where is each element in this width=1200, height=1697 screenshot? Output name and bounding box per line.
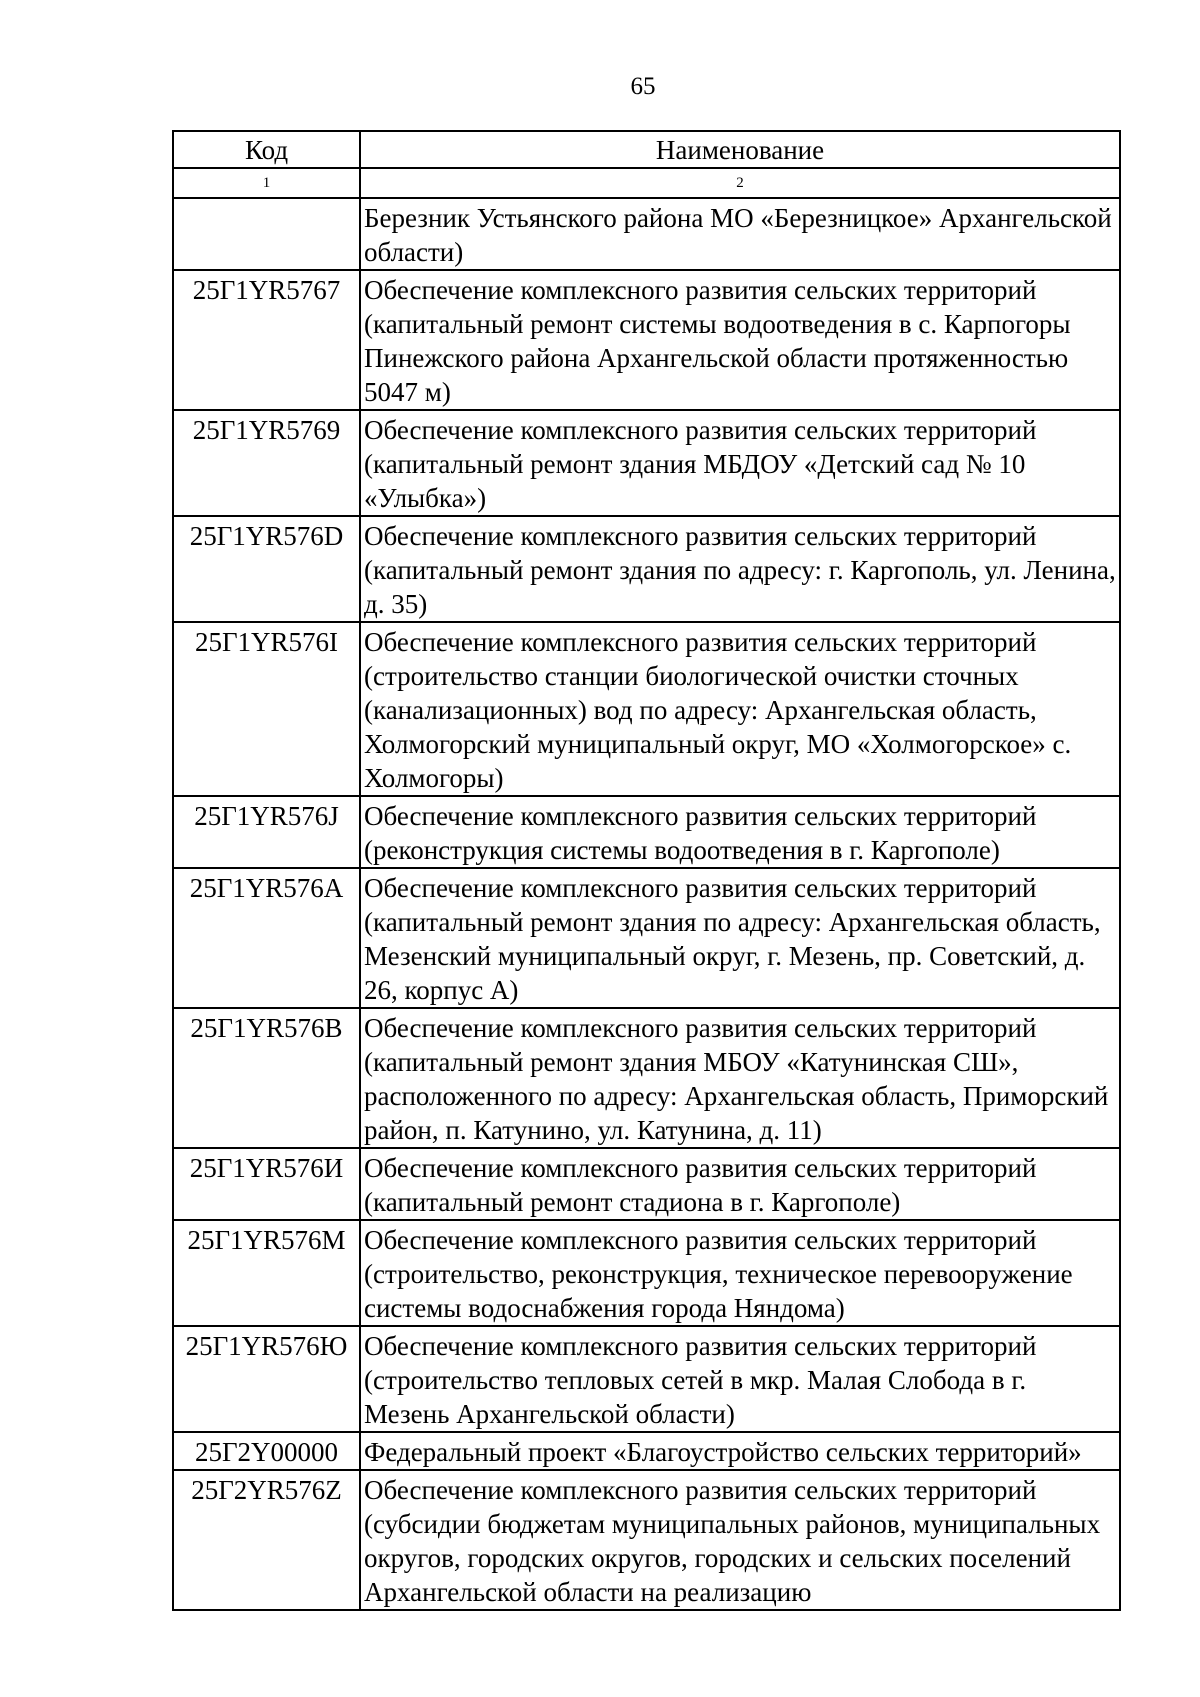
page-number: 65 <box>630 73 656 100</box>
table-row <box>173 868 1120 1008</box>
row-name: Обеспечение комплексного развития сельских территорий (субсидии бюджетам муниципальных районов, муниципальных округов, городских округов, городских и сельских поселений Архангельской области на реализацию <box>360 1470 1120 1610</box>
row-code: 25Г1YR576J <box>173 796 360 868</box>
row-name: Обеспечение комплексного развития сельских территорий (капитальный ремонт здания по адресу: г. Каргополь, ул. Ленина, д. 35) <box>360 516 1120 622</box>
row-code: 25Г2Y00000 <box>173 1432 360 1470</box>
budget-code-table <box>172 130 1121 1611</box>
header-name: Наименование <box>360 131 1120 168</box>
column-number-name: 2 <box>360 168 1120 198</box>
table-row <box>173 796 1120 868</box>
row-code: 25Г1YR5769 <box>173 410 360 516</box>
row-code: 25Г1YR576D <box>173 516 360 622</box>
row-name: Федеральный проект «Благоустройство сельских территорий» <box>360 1432 1120 1470</box>
table-row <box>173 1008 1120 1148</box>
row-code: 25Г2YR576Z <box>173 1470 360 1610</box>
row-name: Обеспечение комплексного развития сельских территорий (строительство, реконструкция, техническое перевооружение системы водоснабжения города Няндома) <box>360 1220 1120 1326</box>
row-code: 25Г1YR576I <box>173 622 360 796</box>
row-code: 25Г1YR576Ю <box>173 1326 360 1432</box>
row-name: Обеспечение комплексного развития сельских территорий (капитальный ремонт системы водоотведения в с. Карпогоры Пинежского района Архангельской области протяженностью 5047 м) <box>360 270 1120 410</box>
table-row <box>173 1432 1120 1470</box>
table-row <box>173 198 1120 270</box>
column-number-code: 1 <box>173 168 360 198</box>
row-code: 25Г1YR5767 <box>173 270 360 410</box>
table-row <box>173 1470 1120 1610</box>
table-header-row <box>173 131 1120 168</box>
row-code: 25Г1YR576A <box>173 868 360 1008</box>
table-row <box>173 1220 1120 1326</box>
table-row <box>173 516 1120 622</box>
row-code: 25Г1YR576И <box>173 1148 360 1220</box>
table-row <box>173 270 1120 410</box>
table-row <box>173 410 1120 516</box>
row-code: 25Г1YR576M <box>173 1220 360 1326</box>
table-row <box>173 622 1120 796</box>
table-row <box>173 1148 1120 1220</box>
row-name: Обеспечение комплексного развития сельских территорий (строительство станции биологической очистки сточных (канализационных) вод по адресу: Архангельская область, Холмогорский муниципальный округ, МО «Холмогорское» с. Холмогоры) <box>360 622 1120 796</box>
row-name: Обеспечение комплексного развития сельских территорий (капитальный ремонт здания МБОУ «Катунинская СШ», расположенного по адресу: Архангельская область, Приморский район, п. Катунино, ул. Катунина, д. 11) <box>360 1008 1120 1148</box>
row-name: Обеспечение комплексного развития сельских территорий (капитальный ремонт здания по адресу: Архангельская область, Мезенский муниципальный округ, г. Мезень, пр. Советский, д. 26, корпус А) <box>360 868 1120 1008</box>
row-name: Обеспечение комплексного развития сельских территорий (капитальный ремонт стадиона в г. Каргополе) <box>360 1148 1120 1220</box>
row-name: Обеспечение комплексного развития сельских территорий (реконструкция системы водоотведения в г. Каргополе) <box>360 796 1120 868</box>
table-row <box>173 1326 1120 1432</box>
column-number-row <box>173 168 1120 198</box>
row-name: Обеспечение комплексного развития сельских территорий (строительство тепловых сетей в мкр. Малая Слобода в г. Мезень Архангельской области) <box>360 1326 1120 1432</box>
row-code <box>173 198 360 270</box>
header-code: Код <box>173 131 360 168</box>
row-name: Березник Устьянского района МО «Березницкое» Архангельской области) <box>360 198 1120 270</box>
row-code: 25Г1YR576B <box>173 1008 360 1148</box>
row-name: Обеспечение комплексного развития сельских территорий (капитальный ремонт здания МБДОУ «Детский сад № 10 «Улыбка») <box>360 410 1120 516</box>
